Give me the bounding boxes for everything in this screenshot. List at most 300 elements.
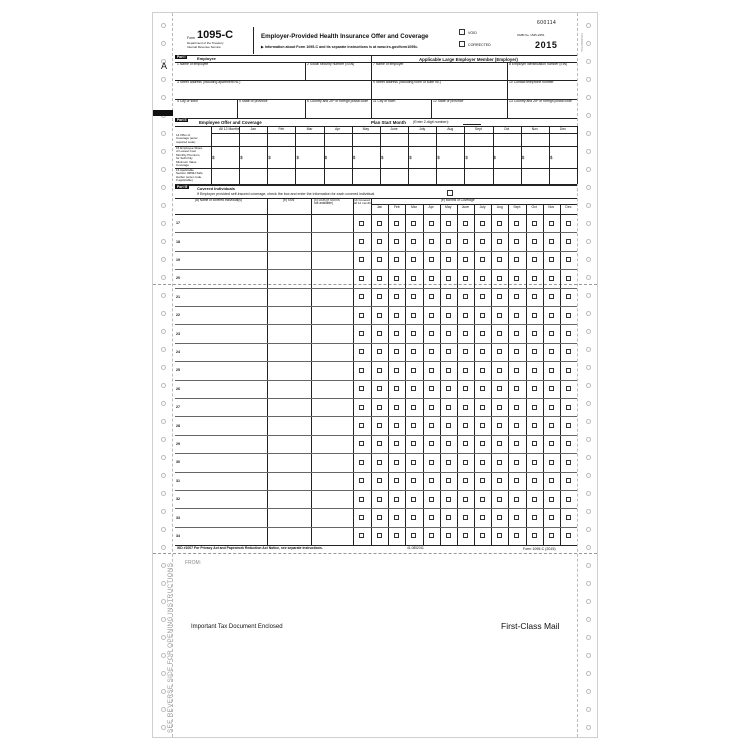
month-coverage-checkbox[interactable] (411, 368, 416, 373)
ssn-field[interactable] (268, 344, 310, 360)
month-coverage-checkbox[interactable] (429, 460, 434, 465)
month-coverage-checkbox[interactable] (532, 221, 537, 226)
month-coverage-checkbox[interactable] (480, 441, 485, 446)
month-coverage-checkbox[interactable] (411, 497, 416, 502)
coverage-cell[interactable] (352, 169, 379, 184)
month-coverage-checkbox[interactable] (394, 460, 399, 465)
month-coverage-checkbox[interactable] (566, 497, 571, 502)
covered-all-year-checkbox[interactable] (359, 515, 364, 520)
month-coverage-checkbox[interactable] (446, 313, 451, 318)
month-coverage-checkbox[interactable] (566, 331, 571, 336)
month-coverage-checkbox[interactable] (429, 533, 434, 538)
coverage-cell[interactable] (324, 147, 351, 168)
month-coverage-checkbox[interactable] (532, 460, 537, 465)
coverage-cell[interactable] (493, 134, 520, 146)
month-coverage-checkbox[interactable] (446, 497, 451, 502)
month-coverage-checkbox[interactable] (514, 405, 519, 410)
month-coverage-checkbox[interactable] (446, 478, 451, 483)
coverage-cell[interactable] (465, 147, 492, 168)
month-coverage-checkbox[interactable] (549, 368, 554, 373)
covered-name-field[interactable] (185, 215, 265, 231)
coverage-cell[interactable] (380, 169, 407, 184)
month-coverage-checkbox[interactable] (566, 386, 571, 391)
month-coverage-checkbox[interactable] (514, 478, 519, 483)
month-coverage-checkbox[interactable] (497, 239, 502, 244)
coverage-cell[interactable] (437, 134, 464, 146)
month-coverage-checkbox[interactable] (549, 331, 554, 336)
month-coverage-checkbox[interactable] (411, 257, 416, 262)
month-coverage-checkbox[interactable] (532, 386, 537, 391)
coverage-cell[interactable] (465, 169, 492, 184)
month-coverage-checkbox[interactable] (463, 441, 468, 446)
month-coverage-checkbox[interactable] (411, 221, 416, 226)
ssn-field[interactable] (268, 325, 310, 341)
dob-field[interactable] (312, 528, 352, 544)
void-checkbox[interactable] (459, 29, 465, 35)
month-coverage-checkbox[interactable] (549, 313, 554, 318)
covered-name-field[interactable] (185, 252, 265, 268)
month-coverage-checkbox[interactable] (497, 515, 502, 520)
month-coverage-checkbox[interactable] (549, 497, 554, 502)
month-coverage-checkbox[interactable] (411, 294, 416, 299)
month-coverage-checkbox[interactable] (532, 276, 537, 281)
coverage-cell[interactable] (240, 134, 267, 146)
month-coverage-checkbox[interactable] (497, 294, 502, 299)
month-coverage-checkbox[interactable] (429, 423, 434, 428)
month-coverage-checkbox[interactable] (463, 423, 468, 428)
month-coverage-checkbox[interactable] (514, 368, 519, 373)
month-coverage-checkbox[interactable] (463, 460, 468, 465)
month-coverage-checkbox[interactable] (463, 294, 468, 299)
month-coverage-checkbox[interactable] (411, 423, 416, 428)
month-coverage-checkbox[interactable] (514, 497, 519, 502)
coverage-cell[interactable] (493, 147, 520, 168)
month-coverage-checkbox[interactable] (480, 460, 485, 465)
month-coverage-checkbox[interactable] (429, 349, 434, 354)
covered-name-field[interactable] (185, 528, 265, 544)
covered-all-year-checkbox[interactable] (359, 478, 364, 483)
coverage-cell[interactable] (409, 169, 436, 184)
month-coverage-checkbox[interactable] (446, 349, 451, 354)
month-coverage-checkbox[interactable] (549, 515, 554, 520)
month-coverage-checkbox[interactable] (549, 533, 554, 538)
month-coverage-checkbox[interactable] (377, 386, 382, 391)
ssn-field[interactable] (268, 436, 310, 452)
month-coverage-checkbox[interactable] (463, 239, 468, 244)
month-coverage-checkbox[interactable] (377, 349, 382, 354)
month-coverage-checkbox[interactable] (497, 423, 502, 428)
covered-all-year-checkbox[interactable] (359, 257, 364, 262)
month-coverage-checkbox[interactable] (514, 294, 519, 299)
ssn-field[interactable] (268, 509, 310, 525)
month-coverage-checkbox[interactable] (429, 221, 434, 226)
dob-field[interactable] (312, 417, 352, 433)
month-coverage-checkbox[interactable] (497, 386, 502, 391)
month-coverage-checkbox[interactable] (532, 405, 537, 410)
month-coverage-checkbox[interactable] (497, 331, 502, 336)
coverage-cell[interactable] (409, 147, 436, 168)
covered-name-field[interactable] (185, 270, 265, 286)
month-coverage-checkbox[interactable] (394, 497, 399, 502)
month-coverage-checkbox[interactable] (480, 276, 485, 281)
dob-field[interactable] (312, 307, 352, 323)
covered-name-field[interactable] (185, 381, 265, 397)
covered-name-field[interactable] (185, 344, 265, 360)
ssn-field[interactable] (268, 289, 310, 305)
dob-field[interactable] (312, 344, 352, 360)
month-coverage-checkbox[interactable] (497, 533, 502, 538)
coverage-cell[interactable] (268, 134, 295, 146)
month-coverage-checkbox[interactable] (463, 405, 468, 410)
month-coverage-checkbox[interactable] (532, 515, 537, 520)
coverage-cell[interactable] (296, 169, 323, 184)
month-coverage-checkbox[interactable] (532, 257, 537, 262)
coverage-cell[interactable] (549, 134, 576, 146)
month-coverage-checkbox[interactable] (514, 313, 519, 318)
coverage-cell[interactable] (240, 169, 267, 184)
month-coverage-checkbox[interactable] (566, 423, 571, 428)
month-coverage-checkbox[interactable] (566, 515, 571, 520)
month-coverage-checkbox[interactable] (411, 331, 416, 336)
dob-field[interactable] (312, 252, 352, 268)
covered-name-field[interactable] (185, 289, 265, 305)
month-coverage-checkbox[interactable] (429, 386, 434, 391)
month-coverage-checkbox[interactable] (497, 441, 502, 446)
coverage-cell[interactable] (437, 169, 464, 184)
dob-field[interactable] (312, 436, 352, 452)
month-coverage-checkbox[interactable] (497, 257, 502, 262)
month-coverage-checkbox[interactable] (463, 349, 468, 354)
month-coverage-checkbox[interactable] (463, 257, 468, 262)
covered-name-field[interactable] (185, 509, 265, 525)
month-coverage-checkbox[interactable] (514, 276, 519, 281)
month-coverage-checkbox[interactable] (566, 478, 571, 483)
month-coverage-checkbox[interactable] (463, 497, 468, 502)
month-coverage-checkbox[interactable] (411, 386, 416, 391)
month-coverage-checkbox[interactable] (446, 257, 451, 262)
month-coverage-checkbox[interactable] (394, 221, 399, 226)
month-coverage-checkbox[interactable] (549, 441, 554, 446)
month-coverage-checkbox[interactable] (497, 313, 502, 318)
covered-all-year-checkbox[interactable] (359, 239, 364, 244)
month-coverage-checkbox[interactable] (497, 460, 502, 465)
month-coverage-checkbox[interactable] (549, 276, 554, 281)
month-coverage-checkbox[interactable] (480, 349, 485, 354)
month-coverage-checkbox[interactable] (514, 349, 519, 354)
month-coverage-checkbox[interactable] (463, 478, 468, 483)
month-coverage-checkbox[interactable] (532, 331, 537, 336)
month-coverage-checkbox[interactable] (394, 257, 399, 262)
month-coverage-checkbox[interactable] (514, 239, 519, 244)
month-coverage-checkbox[interactable] (394, 239, 399, 244)
month-coverage-checkbox[interactable] (429, 497, 434, 502)
month-coverage-checkbox[interactable] (566, 276, 571, 281)
month-coverage-checkbox[interactable] (480, 331, 485, 336)
month-coverage-checkbox[interactable] (497, 478, 502, 483)
coverage-cell[interactable] (268, 169, 295, 184)
month-coverage-checkbox[interactable] (566, 533, 571, 538)
month-coverage-checkbox[interactable] (394, 423, 399, 428)
covered-name-field[interactable] (185, 307, 265, 323)
month-coverage-checkbox[interactable] (377, 331, 382, 336)
month-coverage-checkbox[interactable] (411, 478, 416, 483)
month-coverage-checkbox[interactable] (480, 294, 485, 299)
month-coverage-checkbox[interactable] (549, 405, 554, 410)
month-coverage-checkbox[interactable] (411, 533, 416, 538)
month-coverage-checkbox[interactable] (480, 221, 485, 226)
month-coverage-checkbox[interactable] (429, 276, 434, 281)
month-coverage-checkbox[interactable] (514, 441, 519, 446)
month-coverage-checkbox[interactable] (446, 239, 451, 244)
covered-name-field[interactable] (185, 399, 265, 415)
covered-all-year-checkbox[interactable] (359, 368, 364, 373)
coverage-cell[interactable] (493, 169, 520, 184)
month-coverage-checkbox[interactable] (377, 533, 382, 538)
month-coverage-checkbox[interactable] (549, 460, 554, 465)
month-coverage-checkbox[interactable] (411, 313, 416, 318)
month-coverage-checkbox[interactable] (394, 349, 399, 354)
month-coverage-checkbox[interactable] (566, 239, 571, 244)
month-coverage-checkbox[interactable] (463, 368, 468, 373)
month-coverage-checkbox[interactable] (394, 533, 399, 538)
month-coverage-checkbox[interactable] (514, 257, 519, 262)
month-coverage-checkbox[interactable] (480, 497, 485, 502)
month-coverage-checkbox[interactable] (411, 276, 416, 281)
month-coverage-checkbox[interactable] (446, 423, 451, 428)
covered-all-year-checkbox[interactable] (359, 533, 364, 538)
month-coverage-checkbox[interactable] (394, 294, 399, 299)
month-coverage-checkbox[interactable] (480, 405, 485, 410)
coverage-cell[interactable] (324, 169, 351, 184)
covered-all-year-checkbox[interactable] (359, 331, 364, 336)
coverage-cell[interactable] (549, 169, 576, 184)
month-coverage-checkbox[interactable] (394, 478, 399, 483)
covered-all-year-checkbox[interactable] (359, 294, 364, 299)
month-coverage-checkbox[interactable] (377, 276, 382, 281)
month-coverage-checkbox[interactable] (446, 294, 451, 299)
covered-name-field[interactable] (185, 454, 265, 470)
coverage-cell[interactable] (296, 147, 323, 168)
plan-start-input[interactable] (463, 124, 481, 125)
month-coverage-checkbox[interactable] (463, 313, 468, 318)
coverage-cell[interactable] (324, 134, 351, 146)
month-coverage-checkbox[interactable] (394, 313, 399, 318)
month-coverage-checkbox[interactable] (377, 478, 382, 483)
coverage-cell[interactable] (212, 134, 239, 146)
month-coverage-checkbox[interactable] (446, 331, 451, 336)
coverage-cell[interactable] (549, 147, 576, 168)
month-coverage-checkbox[interactable] (497, 405, 502, 410)
dob-field[interactable] (312, 325, 352, 341)
month-coverage-checkbox[interactable] (429, 405, 434, 410)
ssn-field[interactable] (268, 399, 310, 415)
month-coverage-checkbox[interactable] (411, 405, 416, 410)
corrected-checkbox[interactable] (459, 41, 465, 47)
month-coverage-checkbox[interactable] (463, 515, 468, 520)
month-coverage-checkbox[interactable] (377, 405, 382, 410)
dob-field[interactable] (312, 491, 352, 507)
month-coverage-checkbox[interactable] (532, 478, 537, 483)
month-coverage-checkbox[interactable] (463, 276, 468, 281)
month-coverage-checkbox[interactable] (532, 441, 537, 446)
month-coverage-checkbox[interactable] (480, 368, 485, 373)
month-coverage-checkbox[interactable] (446, 460, 451, 465)
month-coverage-checkbox[interactable] (566, 313, 571, 318)
month-coverage-checkbox[interactable] (377, 497, 382, 502)
coverage-cell[interactable] (521, 147, 548, 168)
ssn-field[interactable] (268, 215, 310, 231)
ssn-field[interactable] (268, 252, 310, 268)
month-coverage-checkbox[interactable] (446, 276, 451, 281)
month-coverage-checkbox[interactable] (480, 478, 485, 483)
dob-field[interactable] (312, 270, 352, 286)
covered-all-year-checkbox[interactable] (359, 313, 364, 318)
dob-field[interactable] (312, 289, 352, 305)
ssn-field[interactable] (268, 491, 310, 507)
month-coverage-checkbox[interactable] (532, 239, 537, 244)
month-coverage-checkbox[interactable] (514, 331, 519, 336)
month-coverage-checkbox[interactable] (411, 349, 416, 354)
month-coverage-checkbox[interactable] (429, 313, 434, 318)
covered-name-field[interactable] (185, 325, 265, 341)
covered-all-year-checkbox[interactable] (359, 349, 364, 354)
covered-all-year-checkbox[interactable] (359, 423, 364, 428)
month-coverage-checkbox[interactable] (463, 221, 468, 226)
month-coverage-checkbox[interactable] (429, 331, 434, 336)
month-coverage-checkbox[interactable] (463, 533, 468, 538)
month-coverage-checkbox[interactable] (394, 386, 399, 391)
coverage-cell[interactable] (268, 147, 295, 168)
month-coverage-checkbox[interactable] (411, 515, 416, 520)
covered-all-year-checkbox[interactable] (359, 441, 364, 446)
coverage-cell[interactable] (212, 169, 239, 184)
covered-all-year-checkbox[interactable] (359, 276, 364, 281)
month-coverage-checkbox[interactable] (566, 349, 571, 354)
month-coverage-checkbox[interactable] (446, 515, 451, 520)
month-coverage-checkbox[interactable] (429, 257, 434, 262)
ssn-field[interactable] (268, 270, 310, 286)
coverage-cell[interactable] (212, 147, 239, 168)
month-coverage-checkbox[interactable] (446, 405, 451, 410)
month-coverage-checkbox[interactable] (377, 515, 382, 520)
month-coverage-checkbox[interactable] (429, 239, 434, 244)
month-coverage-checkbox[interactable] (429, 515, 434, 520)
dob-field[interactable] (312, 509, 352, 525)
covered-name-field[interactable] (185, 417, 265, 433)
month-coverage-checkbox[interactable] (480, 386, 485, 391)
month-coverage-checkbox[interactable] (377, 460, 382, 465)
coverage-cell[interactable] (352, 134, 379, 146)
month-coverage-checkbox[interactable] (532, 313, 537, 318)
month-coverage-checkbox[interactable] (446, 533, 451, 538)
ssn-field[interactable] (268, 381, 310, 397)
coverage-cell[interactable] (240, 147, 267, 168)
coverage-cell[interactable] (437, 147, 464, 168)
month-coverage-checkbox[interactable] (514, 386, 519, 391)
coverage-cell[interactable] (465, 134, 492, 146)
month-coverage-checkbox[interactable] (514, 423, 519, 428)
month-coverage-checkbox[interactable] (394, 331, 399, 336)
month-coverage-checkbox[interactable] (532, 349, 537, 354)
month-coverage-checkbox[interactable] (566, 221, 571, 226)
covered-name-field[interactable] (185, 436, 265, 452)
covered-name-field[interactable] (185, 491, 265, 507)
covered-name-field[interactable] (185, 362, 265, 378)
dob-field[interactable] (312, 215, 352, 231)
month-coverage-checkbox[interactable] (480, 533, 485, 538)
covered-all-year-checkbox[interactable] (359, 497, 364, 502)
month-coverage-checkbox[interactable] (532, 423, 537, 428)
month-coverage-checkbox[interactable] (566, 294, 571, 299)
month-coverage-checkbox[interactable] (480, 313, 485, 318)
month-coverage-checkbox[interactable] (566, 460, 571, 465)
month-coverage-checkbox[interactable] (566, 368, 571, 373)
dob-field[interactable] (312, 399, 352, 415)
month-coverage-checkbox[interactable] (463, 331, 468, 336)
month-coverage-checkbox[interactable] (514, 515, 519, 520)
month-coverage-checkbox[interactable] (446, 368, 451, 373)
month-coverage-checkbox[interactable] (549, 478, 554, 483)
month-coverage-checkbox[interactable] (549, 257, 554, 262)
ssn-field[interactable] (268, 417, 310, 433)
month-coverage-checkbox[interactable] (514, 460, 519, 465)
covered-all-year-checkbox[interactable] (359, 386, 364, 391)
month-coverage-checkbox[interactable] (377, 368, 382, 373)
month-coverage-checkbox[interactable] (446, 221, 451, 226)
month-coverage-checkbox[interactable] (549, 221, 554, 226)
month-coverage-checkbox[interactable] (497, 497, 502, 502)
coverage-cell[interactable] (296, 134, 323, 146)
month-coverage-checkbox[interactable] (497, 368, 502, 373)
dob-field[interactable] (312, 454, 352, 470)
month-coverage-checkbox[interactable] (566, 405, 571, 410)
month-coverage-checkbox[interactable] (411, 239, 416, 244)
month-coverage-checkbox[interactable] (532, 368, 537, 373)
month-coverage-checkbox[interactable] (394, 515, 399, 520)
month-coverage-checkbox[interactable] (480, 423, 485, 428)
covered-name-field[interactable] (185, 473, 265, 489)
month-coverage-checkbox[interactable] (566, 441, 571, 446)
month-coverage-checkbox[interactable] (549, 349, 554, 354)
month-coverage-checkbox[interactable] (377, 441, 382, 446)
month-coverage-checkbox[interactable] (394, 276, 399, 281)
ssn-field[interactable] (268, 473, 310, 489)
month-coverage-checkbox[interactable] (394, 405, 399, 410)
dob-field[interactable] (312, 381, 352, 397)
month-coverage-checkbox[interactable] (514, 533, 519, 538)
ssn-field[interactable] (268, 307, 310, 323)
month-coverage-checkbox[interactable] (377, 423, 382, 428)
ssn-field[interactable] (268, 454, 310, 470)
month-coverage-checkbox[interactable] (532, 533, 537, 538)
dob-field[interactable] (312, 473, 352, 489)
month-coverage-checkbox[interactable] (377, 313, 382, 318)
covered-name-field[interactable] (185, 233, 265, 249)
month-coverage-checkbox[interactable] (463, 386, 468, 391)
month-coverage-checkbox[interactable] (566, 257, 571, 262)
month-coverage-checkbox[interactable] (377, 294, 382, 299)
month-coverage-checkbox[interactable] (394, 441, 399, 446)
month-coverage-checkbox[interactable] (377, 221, 382, 226)
month-coverage-checkbox[interactable] (532, 497, 537, 502)
month-coverage-checkbox[interactable] (429, 478, 434, 483)
coverage-cell[interactable] (380, 134, 407, 146)
month-coverage-checkbox[interactable] (429, 294, 434, 299)
month-coverage-checkbox[interactable] (497, 276, 502, 281)
month-coverage-checkbox[interactable] (549, 423, 554, 428)
month-coverage-checkbox[interactable] (480, 239, 485, 244)
month-coverage-checkbox[interactable] (497, 221, 502, 226)
